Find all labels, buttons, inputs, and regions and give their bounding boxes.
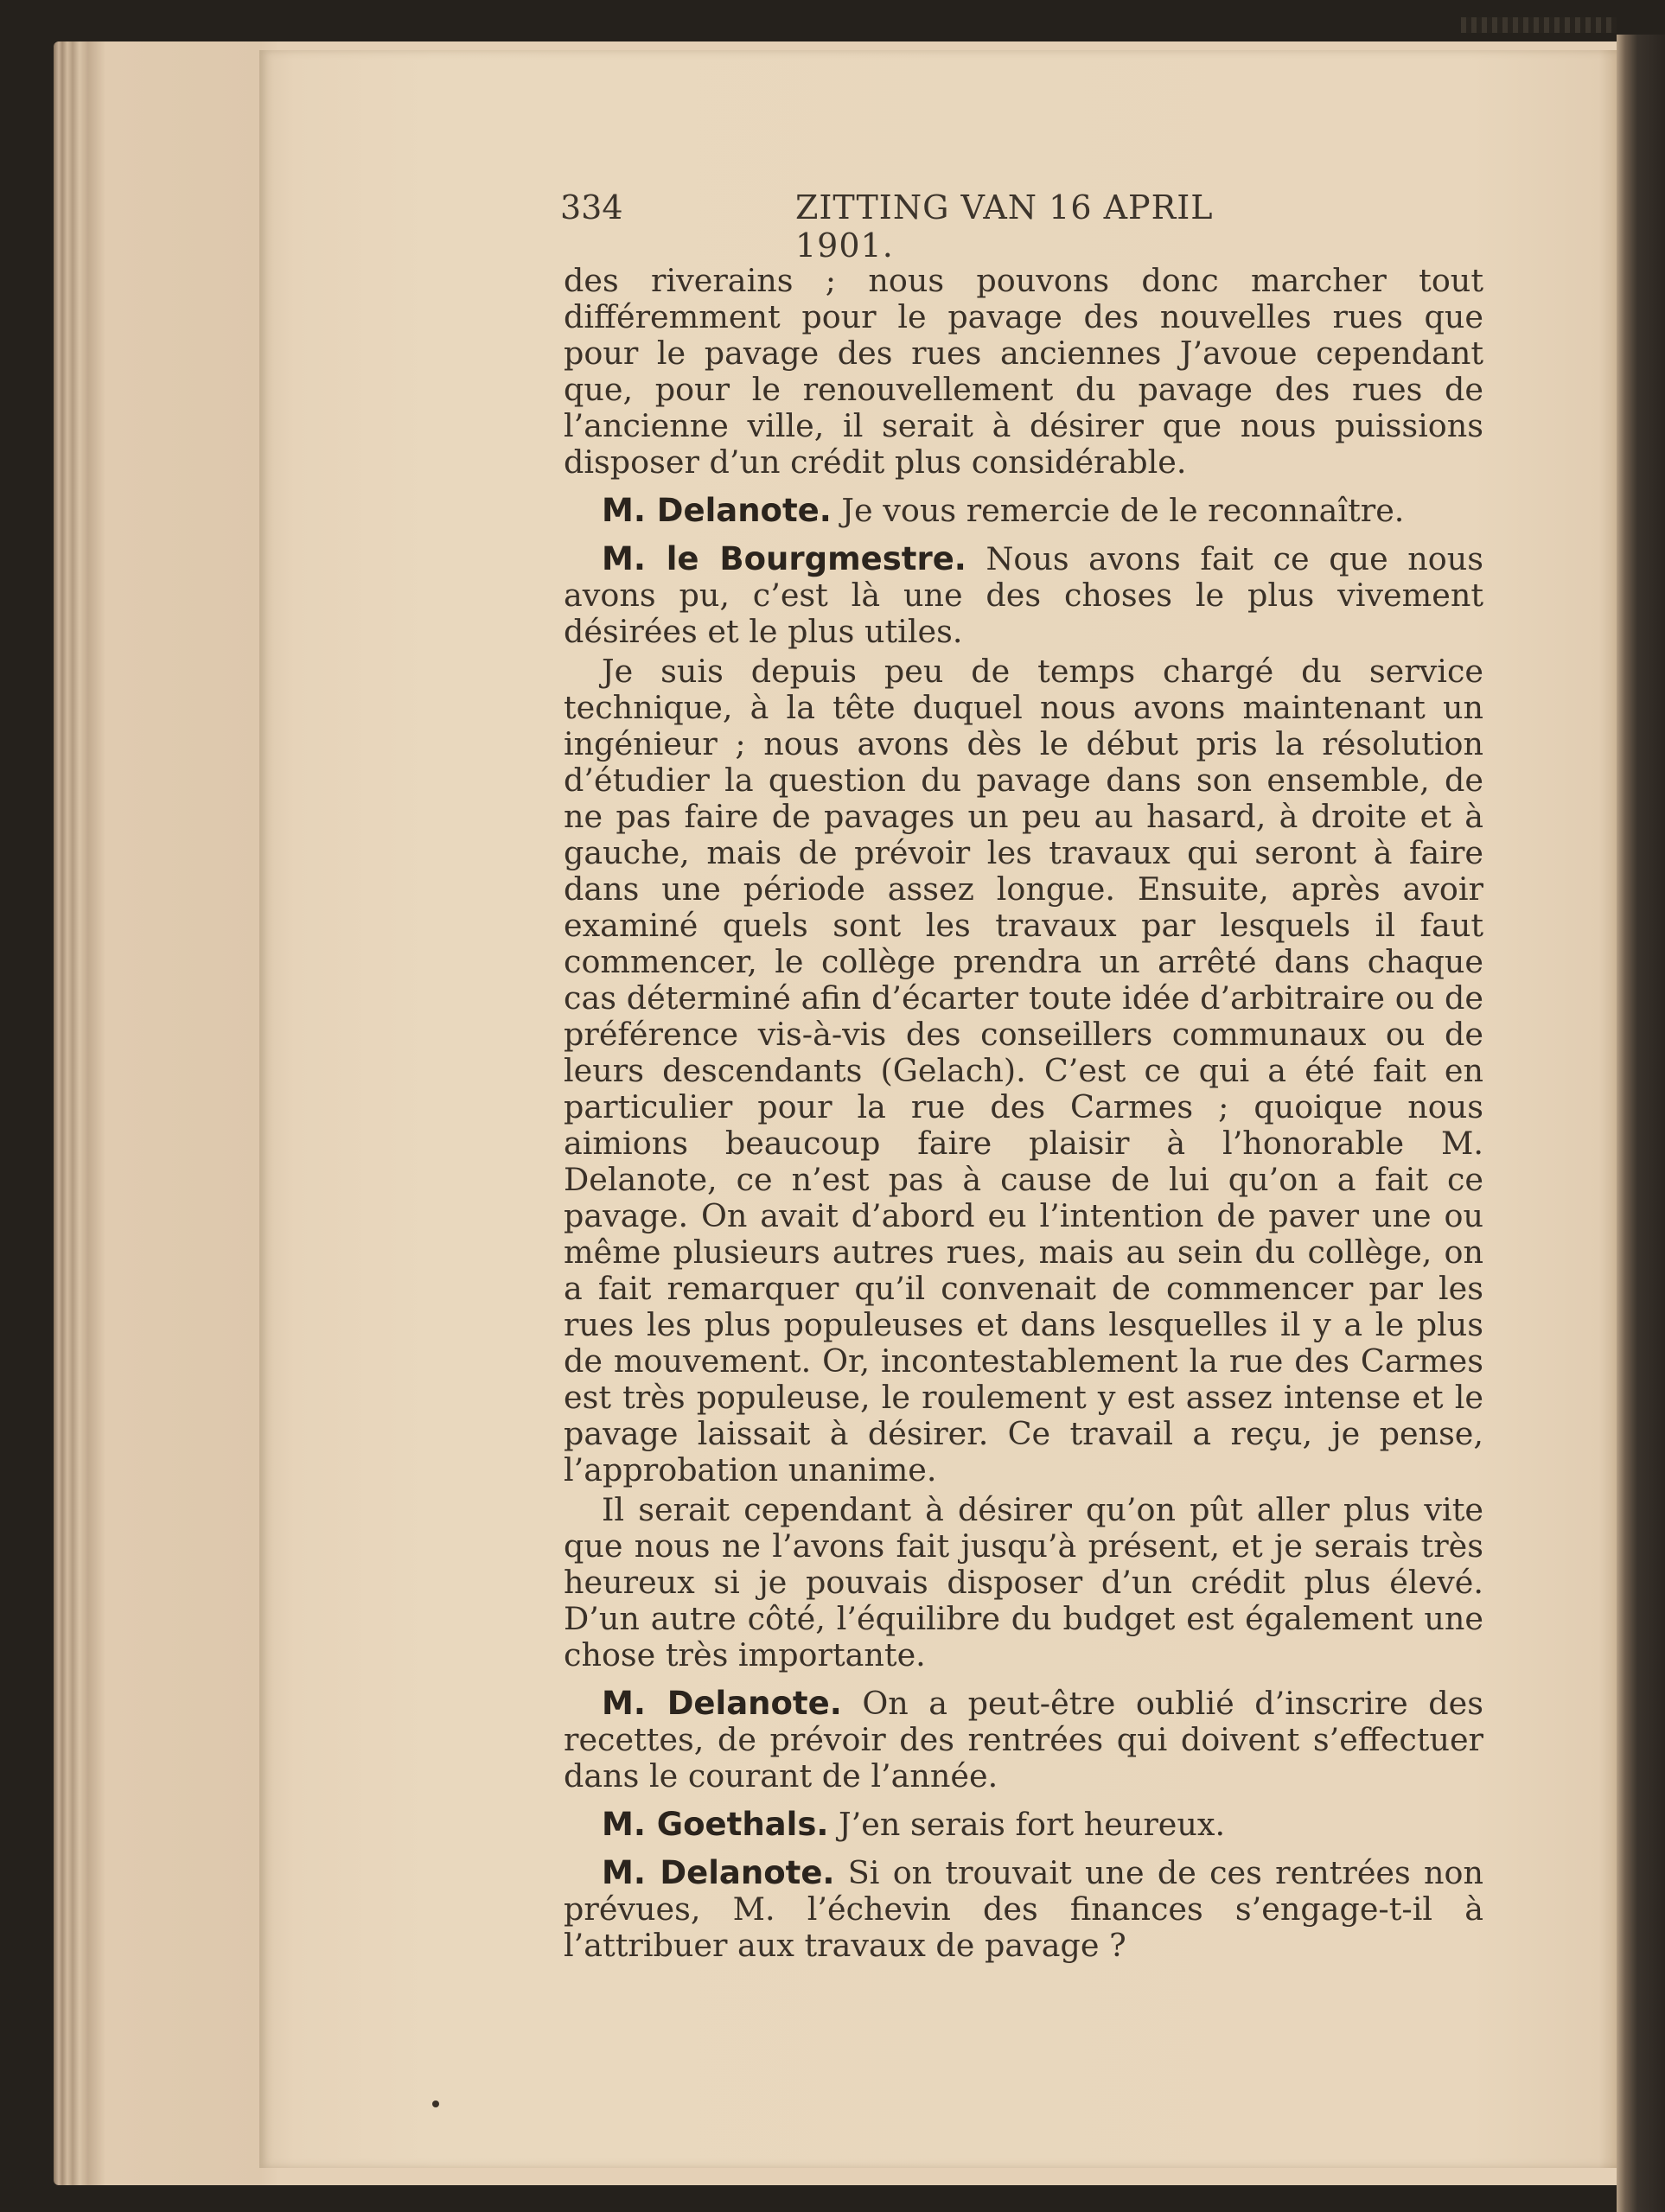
paragraph-text: Je suis depuis peu de temps chargé du service technique, à la tête duquel nous avons maintenant un ingénieur ; nous avons dès le début pris la résolution d’étudier la question du pavage dans son ensemble, de ne pas faire de pavages un peu au hasard, à droite et à gauche, mais de prévoir les travaux qui seront à faire dans une période assez longue. Ensuite, après avoir examiné quels sont les travaux par lesquels il faut commencer, le collège prendra un arrêté dans chaque cas déterminé afin d’écarter toute idée d’arbitraire ou de préférence vis-à-vis des conseillers communaux ou de leurs descendants (Gelach). C’est ce qui a été fait en particulier pour la rue des Carmes ; quoique nous aimions beaucoup faire plaisir à l’honorable M. Delanote, ce n’est pas à cause de lui qu’on a fait ce pavage. On avait d’abord eu l’intention de paver une ou même plusieurs autres rues, mais au sein du collège, on a fait remarquer qu’il convenait de commencer par les rues les plus populeuses et dans lesquelles il y a le plus de mouvement. Or, incontestablement la rue des Carmes est très populeuse, le roulement y est assez intense et le pavage laissait à désirer. Ce travail a reçu, je pense, l’approbation unanime.	[564, 653, 1483, 1488]
speech-paragraph	[564, 1855, 1483, 1964]
paragraph-text: Nous avons fait ce que nous avons pu, c’est là une des choses le plus vivement désirées et le plus utiles.	[564, 540, 1483, 650]
paragraph	[564, 263, 1483, 481]
speaker-name: M. Delanote.	[602, 1854, 835, 1891]
binding-mark	[1461, 17, 1617, 33]
paragraph-text: Je vous remercie de le reconnaître.	[841, 492, 1405, 529]
paragraph-text: J’en serais fort heureux.	[839, 1806, 1226, 1843]
speaker-name: M. Delanote.	[602, 492, 832, 529]
ink-mark	[432, 2100, 439, 2107]
paragraph	[564, 653, 1483, 1488]
speech-paragraph	[564, 1686, 1483, 1794]
speaker-name: M. le Bourgmestre.	[602, 540, 966, 577]
paragraph-text: des riverains ; nous pouvons donc marcher tout différemment pour le pavage des nouvelles rues que pour le pavage des rues anciennes J’avoue cependant que, pour le renouvellement du pavage des rues de l’ancienne ville, il serait à désirer que nous puissions disposer d’un crédit plus considérable.	[564, 262, 1483, 481]
speaker-name: M. Delanote.	[602, 1685, 842, 1722]
speech-paragraph	[564, 493, 1483, 529]
paragraph-text: Il serait cependant à désirer qu’on pût aller plus vite que nous ne l’avons fait jusqu’à présent, et je serais très heureux si je pouvais disposer d’un crédit plus élevé. D’un autre côté, l’équilibre du budget est également une chose très importante.	[564, 1491, 1483, 1673]
body-text	[564, 263, 1483, 1964]
paragraph-text: On a peut-être oublié d’inscrire des recettes, de prévoir des rentrées qui doivent s’effectuer dans le courant de l’année.	[564, 1685, 1484, 1794]
right-page-edge	[1617, 35, 1665, 2212]
speaker-name: M. Goethals.	[602, 1806, 829, 1843]
paragraph	[564, 1492, 1483, 1673]
page-number: 334	[560, 188, 623, 226]
paragraph-text: Si on trouvait une de ces rentrées non prévues, M. l’échevin des finances s’engage-t-il à l’attribuer aux travaux de pavage ?	[564, 1854, 1484, 1964]
running-title: ZITTING VAN 16 APRIL 1901.	[795, 188, 1214, 265]
speech-paragraph	[564, 1807, 1483, 1843]
running-header	[560, 188, 1259, 265]
speech-paragraph	[564, 541, 1483, 650]
